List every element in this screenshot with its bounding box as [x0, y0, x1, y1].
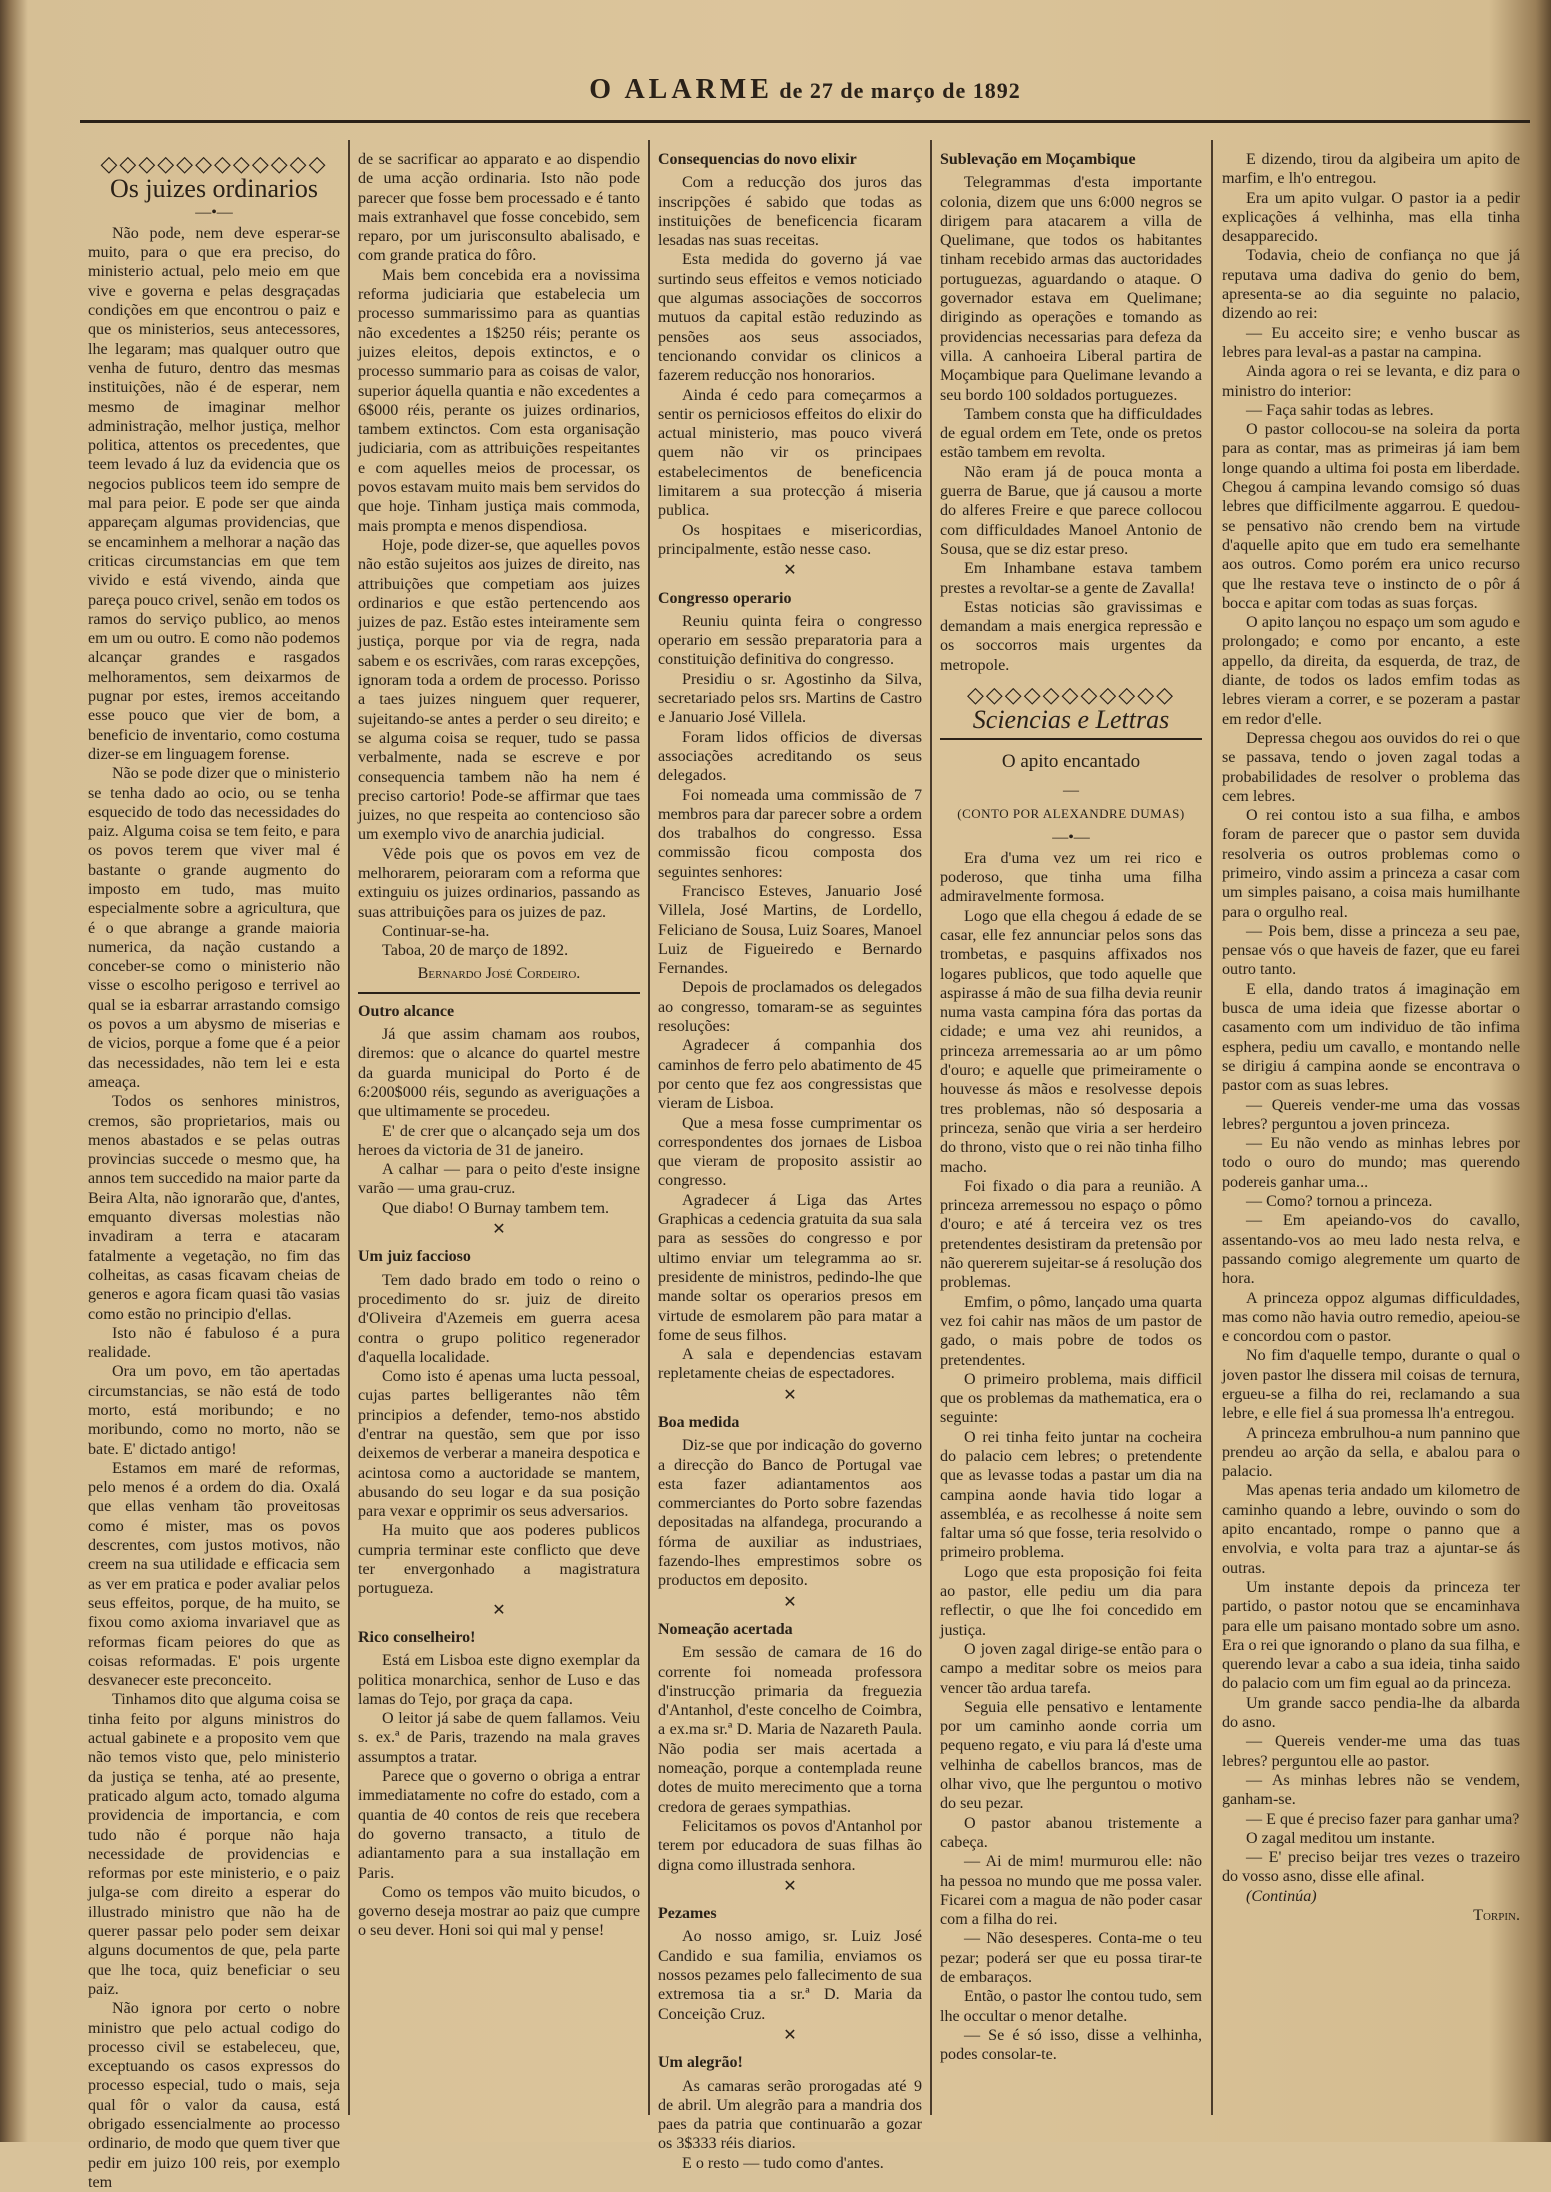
paragraph: — Não desesperes. Conta-me o teu pezar; poderá ser que eu possa tirar-te de embaraços. [940, 1930, 1202, 1987]
paragraph: A princeza embrulhou-a num pannino que prendeu ao arção da sella, e abalou para o palacio. [1222, 1424, 1520, 1481]
paragraph: Em sessão de camara de 16 do corrente foi nomeada professora d'instrucção primaria da freguezia d'Antanhol, d'este concelho de Coimbra, a ex.ma sr.ª D. Maria de Nazareth Paula. Não podia ser mais acertada a nomeação, porque a contemplada reune dotes de muito merecimento que a torna credora de geraes sympathias. [658, 1644, 922, 1816]
section-title: Boa medida [658, 1414, 740, 1431]
paragraph: Então, o pastor lhe contou tudo, sem lhe occultar o menor detalhe. [940, 1988, 1202, 2025]
paragraph: O leitor já sabe de quem fallamos. Veiu s. ex.ª de Paris, trazendo na mala graves assumptos a tratar. [358, 1710, 640, 1766]
paragraph: Diz-se que por indicação do governo a direcção do Banco de Portugal vae esta fazer adiantamentos aos commerciantes do Porto sobre fazendas depositadas na alfandega, procurando a fórma de auxiliar as industriaes, fazendo-lhes emprestimos sobre os productos em deposito. [658, 1437, 922, 1590]
paragraph: Que diabo! O Burnay tambem tem. [382, 1199, 610, 1217]
separator: —•— [1052, 828, 1090, 846]
paragraph: O rei tinha feito juntar na cocheira do palacio cem lebres; o pretendente que as levasse todas a pastar um dia na campina aonde havia tido logar a assembléa, e as recolhesse á noite sem faltar uma só que fosse, teria resolvido o primeiro problema. [940, 1428, 1202, 1562]
paragraph: Felicitamos os povos d'Antanhol por terem por educadora de suas filhas ão digna como illustrada senhora. [658, 1817, 922, 1874]
paragraph: — Eu não vendo as minhas lebres por todo o ouro do mundo; mas querendo podereis ganhar uma... [1222, 1135, 1520, 1191]
section-title: Congresso operario [658, 589, 792, 607]
paragraph: Logo que ella chegou á edade de se casar, elle fez annunciar pelos sons das trombetas, e pasquins affixados nos logares publicos, que todo aquelle que aspirasse á mão de sua filha devia reunir numa vasta campina fóra das portas da cidade; e uma vez ahi reunidos, a princeza arremessaria ao ar um pômo d'ouro; e aquelle que primeiramente o houvesse ás mãos e resolvesse depois tres problemas, não só desposaria a princeza, senão que viria a ser herdeiro do throno, visto que o rei não tinha filho macho. [940, 907, 1202, 1176]
section-title: Consequencias do novo elixir [658, 151, 857, 168]
section-title: Um juiz faccioso [358, 1248, 471, 1266]
paragraph: Já que assim chamam aos roubos, diremos: que o alcance do quartel mestre da guarda municipal do Porto é de 6:200$000 réis, segundo as averiguações a que ultimamente se procedeu. [358, 1026, 640, 1121]
paragraph: — Pois bem, disse a princeza a seu pae, pensae vós o que haveis de fazer, que eu farei outro tanto. [1222, 922, 1520, 979]
article-title: Os juizes ordinarios [110, 174, 318, 204]
page-header [80, 68, 1530, 123]
paragraph: As camaras serão prorogadas até 9 de abril. Um alegrão para a mandria dos paes da patria que continuarão a gozar os 3$333 réis diarios. [658, 2077, 922, 2153]
section-title: Sublevação em Moçambique [940, 151, 1136, 168]
paragraph: Não eram já de pouca monta a guerra de Barue, que já causou a morte do alferes Freire e que parece collocou com difficuldades Manoel Antonio de Sousa, que se diz estar preso. [940, 463, 1202, 558]
paragraph: Foi fixado o dia para a reunião. A princeza arremessou no espaço o pômo d'ouro; e até á terceira vez os tres pretendentes desistiram da pretensão por não quererem sujeitar-se á resolução dos problemas. [940, 1177, 1202, 1292]
paragraph: Hoje, pode dizer-se, que aquelles povos não estão sujeitos aos juizes de direito, nas attribuições que competiam aos juizes ordinarios e que estão pertencendo aos juizes de paz. Estão estes inteiramente sem justiça, porque por via de regra, nada sabem e os escrivães, com raras excepções, ignoram toda a ordem de processo. Porisso a taes juizes ninguem quer requerer, sujeitando-se antes a perder o seu direito; e se alguma coisa se requer, tudo se passa verbalmente, nada se escreve e por consequencia tambem não ha nem é preciso cartorio! Pode-se affirmar que taes juizes, no que respeita ao contencioso são um exemplo vivo de anarchia judicial. [358, 536, 640, 844]
paragraph: — Se é só isso, disse a velhinha, podes consolar-te. [940, 2026, 1202, 2064]
paragraph: E' de crer que o alcançado seja um dos heroes da victoria de 31 de janeiro. [358, 1122, 640, 1159]
paragraph: E ella, dando tratos á imaginação em busca de uma ideia que fizesse abortar o casamento com um individuo de tão infima esphera, pediu um cavallo, e montando nelle se dirigiu á campina aonde se encontrava o pastor com as suas lebres. [1222, 980, 1520, 1095]
paragraph: Um grande sacco pendia-lhe da albarda do asno. [1222, 1694, 1520, 1732]
paragraph: Como os tempos vão muito bicudos, o governo deseja mostrar ao paiz que cumpre o seu dever. Honi soi qui mal y pense! [358, 1883, 640, 1940]
paragraph: Estamos em maré de reformas, pelo menos é a ordem do dia. Oxalá que ellas venham tão proveitosas como é mister, mas os povos descrentes, com justos motivos, não creem na sua utilidade e efficacia sem as ver em pratica e poder avaliar pelos seus effeitos, porque, de ha muito, se fixou como axioma invariavel que as reformas ficam peiores do que as coisas reformadas. E' pois urgente desvanecer este preconceito. [88, 1459, 340, 1690]
paragraph: Depressa chegou aos ouvidos do rei o que se passava, tendo o joven zagal todas a probabilidades de resolver o problema das cem lebres. [1222, 729, 1520, 805]
paragraph: Com a reducção dos juros das inscripções é sabido que todas as instituições de beneficencia ficaram lesadas nas suas receitas. [658, 174, 922, 250]
paragraph: Agradecer á companhia dos caminhos de ferro pelo abatimento de 45 por cento que fez aos congressistas que vieram de Lisboa. [658, 1037, 922, 1113]
paragraph: Que a mesa fosse cumprimentar os correspondentes dos jornaes de Lisboa que vieram de proposito assistir ao congresso. [658, 1114, 922, 1190]
column-rule [348, 140, 350, 2115]
paragraph: A calhar — para o peito d'este insigne varão — uma grau-cruz. [358, 1161, 640, 1198]
paragraph: — Faça sahir todas as lebres. [1246, 401, 1434, 419]
section-title: Nomeação acertada [658, 1620, 793, 1638]
paragraph: Isto não é fabuloso é a pura realidade. [88, 1324, 340, 1362]
cross-separator: ✕ [492, 1221, 506, 1239]
cross-separator: ✕ [783, 1593, 797, 1611]
paragraph: Tinhamos dito que alguma coisa se tinha feito por alguns ministros do actual gabinete e a proposito vem que não temos visto que, pelo ministerio da justiça se tenha, até ao presente, praticado algum acto, tomado alguma providencia de importancia, e com tudo não é porque não haja necessidade de providencias e reformas por este ministerio, e o paiz julga-se com direito a esperar do illustrado ministro que não ha de querer passar pelo poder sem deixar alguns documentos de que, pela parte que lhe toca, quiz beneficiar o seu paiz. [88, 1691, 340, 1998]
paragraph: Em Inhambane estava tambem prestes a revoltar-se a gente de Zavalla! [940, 560, 1202, 597]
paragraph: Depois de proclamados os delegados ao congresso, tomaram-se as seguintes resoluções: [658, 979, 922, 1036]
paragraph: — E' preciso beijar tres vezes o trazeiro do vosso asno, disse elle afinal. [1222, 1849, 1520, 1886]
ornament-border: ◇◇◇◇◇◇◇◇◇◇◇ [966, 682, 1176, 708]
paragraph: O pastor abanou tristemente a cabeça. [940, 1814, 1202, 1851]
paragraph: Os hospitaes e misericordias, principalmente, estão nesse caso. [658, 521, 922, 558]
paragraph: Seguia elle pensativo e lentamente por um caminho aonde corria um pequeno regato, e viu para lá d'este uma velhinha de cabellos brancos, mas de olhar vivo, que lhe perguntou o motivo do seu pezar. [940, 1698, 1202, 1813]
divider [940, 738, 1202, 740]
column-2 [358, 150, 640, 2115]
paragraph: Tem dado brado em todo o reino o procedimento do sr. juiz de direito d'Oliveira d'Azemeis em guerra acesa contra o grupo politico regenerador d'aquella localidade. [358, 1271, 640, 1366]
paragraph: Foram lidos officios de diversas associações acreditando os seus delegados. [658, 728, 922, 785]
issue-date: de 27 de março de 1892 [779, 78, 1021, 103]
paragraph: Todavia, cheio de confiança no que já reputava uma dadiva do genio do bem, apresenta-se ao dia seguinte no palacio, dizendo ao rei: [1222, 247, 1520, 323]
paragraph: — Ai de mim! murmurou elle: não ha pessoa no mundo que me possa valer. Ficarei com a magua de não poder casar com a filha do rei. [940, 1853, 1202, 1929]
paragraph: Um instante depois da princeza ter partido, o pastor notou que se encaminhava para elle um paisano montado sobre um asno. Era o rei que ignorando o plano da sua filha, e querendo levar a cabo a sua ideia, tinha saido do palacio com um fim egual ao da princeza. [1222, 1578, 1520, 1693]
cross-separator: ✕ [783, 2026, 797, 2044]
header-title [80, 74, 1530, 106]
paragraph: Ora um povo, em tão apertadas circumstancias, se não está de todo morto, está moribundo; e no moribundo, como no morto, não se bate. E' dictado antigo! [88, 1363, 340, 1458]
paragraph: Todos os senhores ministros, cremos, são proprietarios, mais ou menos abastados e se pelas outras provincias succede o mesmo que, ha annos tem succedido na maior parte da Beira Alta, não ignorarão que, d'antes, emquanto diversas molestias não invadiram a terra e atacaram fatalmente a vegetação, no fim das colheitas, as casas ficavam cheias de generos e agora ficam quasi tão vasias como estão no principio d'ellas. [88, 1093, 340, 1323]
paragraph: Telegrammas d'esta importante colonia, dizem que uns 6:000 negros se dirigem para atacarem a villa de Quelimane, que todos os habitantes tinham recebido armas das auctoridades portuguezas, aguardando o ataque. O governador estava em Quelimane; dirigindo as operações e tomando as providencias necessarias para defeza da villa. A canhoeira Liberal partira de Moçambique para Quelimane levando a seu bordo 100 soldados portuguezes. [940, 174, 1202, 404]
paragraph: A sala e dependencias estavam repletamente cheias de espectadores. [658, 1346, 922, 1383]
paragraph: Parece que o governo o obriga a entrar immediatamente no cofre do estado, com a quantia de 40 contos de reis que recebera do governo transacto, a titulo de adiantamento para a sua installação em Paris. [358, 1768, 640, 1882]
paragraph: Como isto é apenas uma lucta pessoal, cujas partes belligerantes não têm principios a defender, temo-nos abstido d'entrar na questão, sem que por isso deixemos de verberar a maneira despotica e acintosa como a auctoridade se mantem, abusando do seu logar e da sua posição para vexar e opprimir os seus adversarios. [358, 1368, 640, 1521]
paragraph: Continuar-se-ha. [382, 922, 490, 940]
article-body [88, 224, 340, 2192]
paragraph: de se sacrificar ao apparato e ao dispendio de uma acção ordinaria. Isto não pode parecer que fosse bem processado e é tanto mais extranhavel que fosse concebido, sem reparo, por um jurisconsulto abalisado, e com grande pratica do fôro. [358, 151, 640, 265]
signature: Bernardo José Cordeiro. [417, 965, 581, 983]
column-4 [940, 150, 1202, 2115]
paragraph: Mas apenas teria andado um kilometro de caminho quando a lebre, ouvindo o som do apito encantado, rompe o panno que a envolvia, e volta para traz a ajuntar-se ás outras. [1222, 1482, 1520, 1577]
paragraph: O primeiro problema, mais difficil que os problemas da mathematica, era o seguinte: [940, 1370, 1202, 1427]
divider [358, 992, 640, 994]
paragraph: Emfim, o pômo, lançado uma quarta vez foi cahir nas mãos de um pastor de gado, o mais pobre de todos os pretendentes. [940, 1293, 1202, 1369]
paragraph: Não pode, nem deve esperar-se muito, para o que era preciso, do ministerio actual, pelo meio em que vive e governa e pelas desgraçadas condições em que encontrou o paiz e que os ministerios, seus antecessores, lhe legaram; mas qualquer outro que venha de futuro, dentro das mesmas instituições, não é de esperar, nem mesmo de imaginar melhor administração, melhor justiça, melhor politica, attentos os precedentes, que teem levado á luz da evidencia que os negocios publicos teem ido sempre de mal para peior. E pode ser que ainda appareçam algumas providencias, que se encaminhem a melhorar a nação das criticas circumstancias em que tem vivido e está vivendo, ainda que pareça pouco crivel, senão em todos os ramos do serviço publico, ao menos em um ou outro. E como não podemos alcançar grandes e rasgados melhoramentos, sem deixarmos de pugnar por estes, iremos acceitando esse pouco que vier de bom, a beneficio de inventario, como costuma dizer-se em linguagem forense. [88, 224, 340, 763]
paragraph: — Eu acceito sire; e venho buscar as lebres para leval-as a pastar na campina. [1222, 324, 1520, 361]
column-rule [930, 140, 932, 2115]
paragraph: Mais bem concebida era a novissima reforma judiciaria que estabelecia um processo summarissimo para as quantias não excedentes a 1$250 réis; perante os juizes eleitos, depois extinctos, e o processo summario para as coisas de valor, superior áquella quantia e não excedentes a 6$000 réis, perante os juizes ordinarios, tambem extinctos. Com esta organisação judiciaria, com as attribuições respeitantes e com aquelles meios de processar, os povos estavam muito mais bem servidos do que hoje. Tinham justiça mais commoda, mais prompta e menos dispendiosa. [358, 266, 640, 535]
paragraph: Esta medida do governo já vae surtindo seus effeitos e vemos noticiado que algumas associações de soccorros mutuos da capital estão reduzindo as pensões aos seus associados, tencionando convidar os clinicos a fazerem reducção nos honorarios. [658, 251, 922, 385]
paragraph: — Quereis vender-me uma das vossas lebres? perguntou a joven princeza. [1222, 1096, 1520, 1133]
column-1 [88, 150, 340, 2191]
paper-name: O ALARME [589, 74, 773, 105]
section-title: Pezames [658, 1905, 717, 1923]
paragraph: Agradecer á Liga das Artes Graphicas a cedencia gratuita da sua sala para as sessões do congresso e por ultimo enviar um telegramma ao sr. presidente de ministros, pedindo-lhe que mande soltar os operarios presos em virtude de esmolarem pão para matar a fome de seus filhos. [658, 1191, 922, 1344]
story-author: (CONTO POR ALEXANDRE DUMAS) [957, 806, 1185, 822]
column-rule [648, 140, 650, 2115]
cross-separator: ✕ [783, 562, 797, 580]
paragraph: O joven zagal dirige-se então para o campo a meditar sobre os meios para vencer tão ardua tarefa. [940, 1640, 1202, 1697]
ornament-border: ◇◇◇◇◇◇◇◇◇◇◇◇ [100, 151, 328, 176]
paragraph: Presidiu o sr. Agostinho da Silva, secretariado pelos srs. Martins de Castro e Januario José Villela. [658, 670, 922, 727]
dash-separator: — [1063, 781, 1079, 799]
section-title: Rico conselheiro! [358, 1628, 476, 1646]
paragraph: — As minhas lebres não se vendem, ganham-se. [1222, 1771, 1520, 1809]
paragraph: Tambem consta que ha difficuldades de egual ordem em Tete, onde os pretos estão tambem em revolta. [940, 405, 1202, 462]
paragraph: No fim d'aquelle tempo, durante o qual o joven pastor lhe dissera mil coisas de ternura, ergueu-se a filha do rei, reclamando a sua lebre, e elle fiel á sua promessa lh'a entregou. [1222, 1347, 1520, 1423]
section-name: Sciencias e Lettras [972, 705, 1170, 735]
paragraph: A princeza oppoz algumas difficuldades, mas como não havia outro remedio, apeiou-se e concordou com o pastor. [1222, 1289, 1520, 1346]
cross-separator: ✕ [492, 1601, 506, 1619]
paragraph: Estas noticias são gravissimas e demandam a mais energica repressão e os soccorros mais urgentes da metropole. [940, 598, 1202, 674]
signature: Torpin. [1473, 1907, 1520, 1925]
paragraph: Logo que esta proposição foi feita ao pastor, elle pediu um dia para reflectir, o que lhe foi concedido em justiça. [940, 1563, 1202, 1639]
section-title: Outro alcance [358, 1002, 455, 1020]
paragraph: Vêde pois que os povos em vez de melhorarem, peioraram com a reforma que extinguiu os juizes ordinarios, passando as suas attribuições para os juizes de paz. [358, 845, 640, 921]
paragraph: O rei contou isto a sua filha, e ambos foram de parecer que o pastor sem duvida resolveria os outros problemas como o primeiro, vindo assim a princeza a casar com um simples paisano, a coisa mais humilhante para o orgulho real. [1222, 807, 1520, 921]
paragraph: E o resto — tudo como d'antes. [682, 2154, 884, 2172]
section-title: Um alegrão! [658, 2054, 743, 2072]
paragraph: Era um apito vulgar. O pastor ia a pedir explicações á velhinha, mas ella tinha desapparecido. [1222, 189, 1520, 246]
cross-separator: ✕ [783, 1877, 797, 1895]
paragraph: — Quereis vender-me uma das tuas lebres? perguntou elle ao pastor. [1222, 1733, 1520, 1770]
story-title: O apito encantado [1001, 750, 1141, 772]
paragraph: Ao nosso amigo, sr. Luiz José Candido e sua familia, enviamos os nossos pezames pelo fallecimento de sua extremosa tia a sr.ª D. Maria da Conceição Cruz. [658, 1928, 922, 2023]
paragraph: Não ignora por certo o nobre ministro que pelo actual codigo do processo civil se estabeleceu, que, exceptuando os casos expressos do processo especial, tudo o mais, seja qual fôr o valor da causa, está obrigado essencialmente ao processo ordinario, de modo que quem tiver que pedir em juizo 100 reis, por exemplo tem [88, 2000, 340, 2191]
paragraph: O apito lançou no espaço um som agudo e prolongado; e como por encanto, a este appello, da direita, da esquerda, de traz, de diante, de todos os lados emfim todas as lebres vieram a correr, e se pozeram a pastar em redor d'elle. [1222, 614, 1520, 728]
column-3 [658, 150, 922, 2172]
column-5 [1222, 150, 1520, 2115]
paragraph: Está em Lisboa este digno exemplar da politica monarchica, senhor de Luso e das lamas do Tejo, por graça da capa. [358, 1652, 640, 1708]
paragraph: Francisco Esteves, Januario José Villela, José Martins, de Lordello, Feliciano de Sousa, Luiz Soares, Manoel Luiz de Figueiredo e Bernardo Fernandes. [658, 882, 922, 978]
paragraph: O pastor collocou-se na soleira da porta para as contar, mas as primeiras já iam bem longe quando a ultima foi posta em liberdade. Chegou á campina levando comsigo só duas lebres que difficilmente aggarrou. E quedou-se pensativo não crendo bem na virtude d'aquelle apito que em tudo era semelhante aos outros. Como porém era unico recurso que lhe restava teve o instincto de o pôr á bocca e apitar com todas as suas forças. [1222, 421, 1520, 612]
column-rule [1211, 140, 1213, 2115]
separator: —•— [195, 203, 233, 221]
continue-note: (Continúa) [1246, 1887, 1317, 1905]
paragraph: Foi nomeada uma commissão de 7 membros para dar parecer sobre a ordem dos trabalhos do congresso. Essa commissão ficou composta dos seguintes senhores: [658, 786, 922, 881]
paragraph: Ainda é cedo para começarmos a sentir os perniciosos effeitos do elixir do actual ministerio, mas pouco viverá quem não vir os principaes estabelecimentos de beneficencia limitarem a sua protecção á miseria publica. [658, 386, 922, 520]
paragraph: E dizendo, tirou da algibeira um apito de marfim, e lh'o entregou. [1222, 151, 1520, 188]
paragraph: Taboa, 20 de março de 1892. [382, 942, 569, 960]
paragraph: Ha muito que aos poderes publicos cumpria terminar este conflicto que deve ter envergonhado a magistratura portugueza. [358, 1522, 640, 1598]
paragraph: Ainda agora o rei se levanta, e diz para o ministro do interior: [1222, 363, 1520, 400]
paragraph: O zagal meditou um instante. [1246, 1829, 1436, 1847]
paragraph: — Como? tornou a princeza. [1246, 1193, 1433, 1211]
paragraph: Não se pode dizer que o ministerio se tenha dado ao ocio, ou se tenha esquecido de todo das necessidades do paiz. Alguma coisa se tem feito, e para os povos terem que viver mal é bastante o grande augmento do imposto em tudo, mas muito especialmente sobre a agricultura, que é o que abrange a grande maioria numerica, da nação custando a conceber-se como o ministerio não visse o escolho perigoso e terrivel ao qual se ia esbarrar arrastando comsigo os povos a um abysmo de miserias e de vicios, porque a fome que é a peior das necessidades, não tem lei e esta ameaça. [88, 765, 340, 1091]
cross-separator: ✕ [783, 1386, 797, 1404]
paragraph: Reuniu quinta feira o congresso operario em sessão preparatoria para a constituição definitiva do congresso. [658, 612, 922, 669]
paragraph: — E que é preciso fazer para ganhar uma? [1246, 1810, 1520, 1828]
paragraph: — Em apeiando-vos do cavallo, assentando-vos ao meu lado nesta relva, e passando comigo alegremente um quarto de hora. [1222, 1212, 1520, 1288]
paragraph: Era d'uma vez um rei rico e poderoso, que tinha uma filha admiravelmente formosa. [940, 849, 1202, 906]
